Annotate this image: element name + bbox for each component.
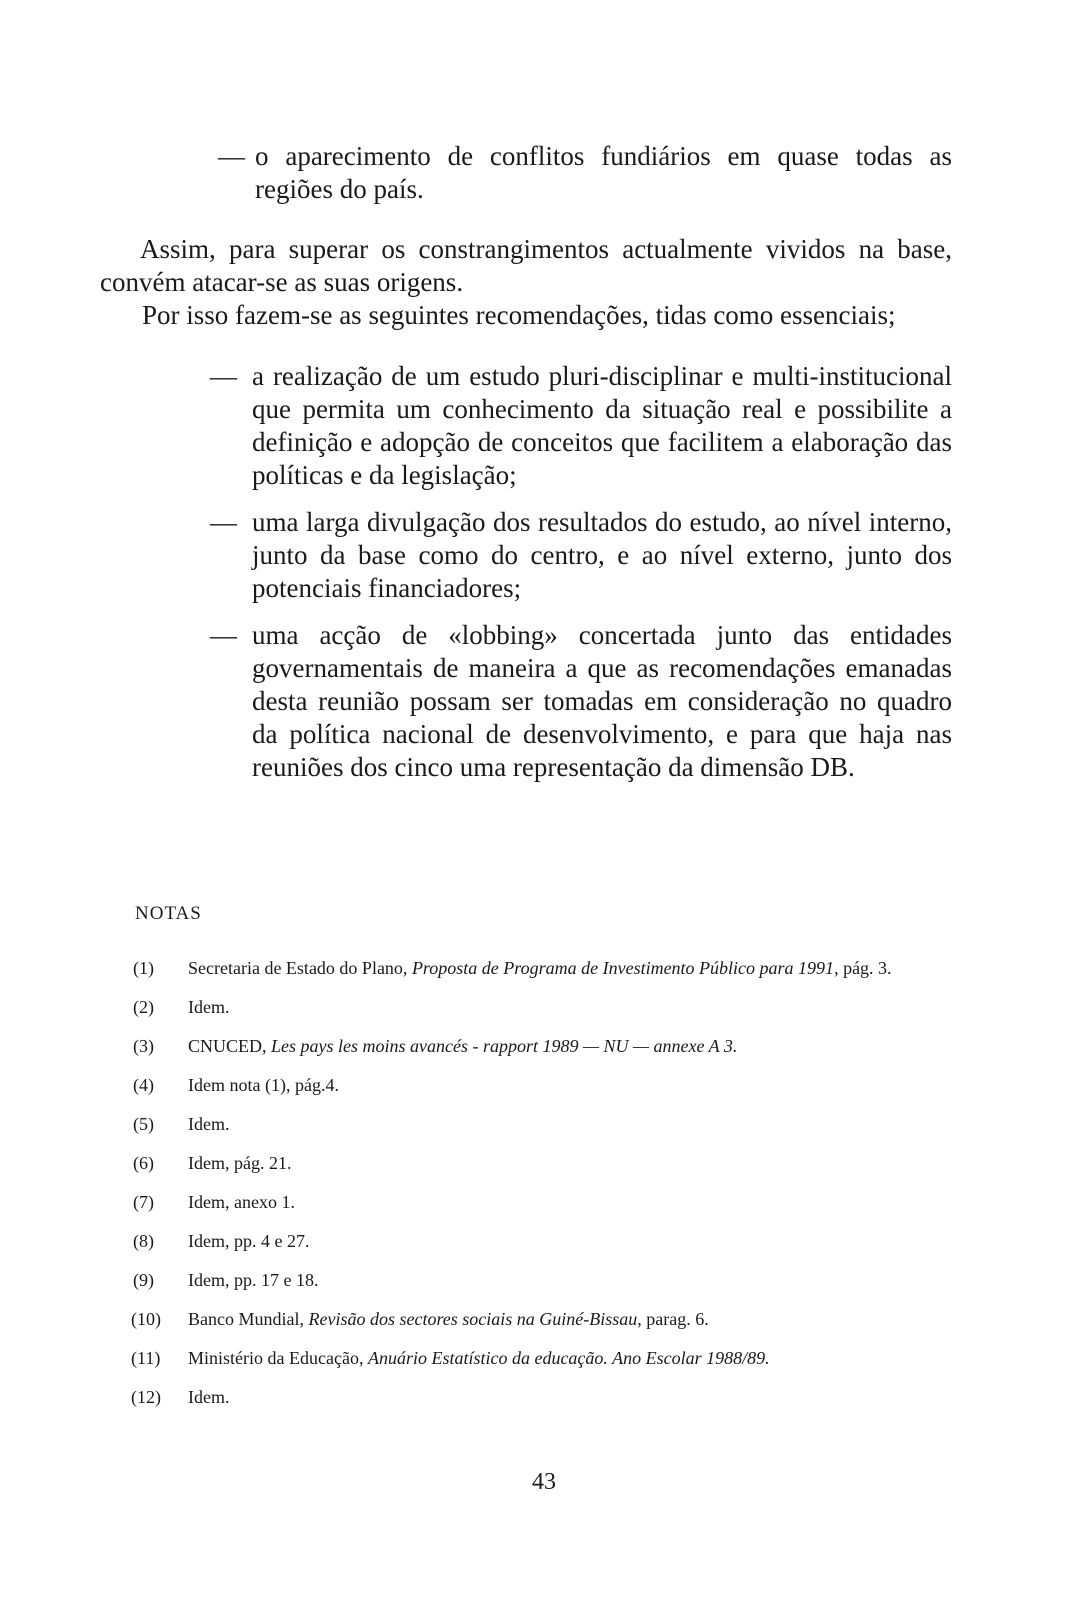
note-title: Les pays les moins avancés - rapport 1989 — NU — annexe A 3.	[271, 1036, 738, 1056]
recommendation-text: a realização de um estudo pluri-disciplinar e multi-institucional que permita um conhecimento da situação real e possibilite a definição e adopção de conceitos que facilitem a elaboração das políticas e da legislação;	[252, 361, 952, 490]
recommendations-list	[100, 360, 952, 784]
dash-mark: —	[210, 361, 237, 391]
note-item	[133, 1034, 953, 1058]
intro-bullet-text: o aparecimento de conflitos fundiários em quase todas as regiões do país.	[255, 141, 952, 204]
note-number: (4)	[133, 1075, 154, 1095]
note-suffix: , parag. 6.	[637, 1309, 709, 1329]
note-text: Idem.	[188, 997, 230, 1017]
note-item	[133, 1385, 953, 1409]
note-title: Revisão dos sectores sociais na Guiné-Bissau	[308, 1309, 638, 1329]
note-text: Secretaria de Estado do Plano,	[188, 958, 412, 978]
note-number: (7)	[133, 1192, 154, 1212]
note-number: (9)	[133, 1270, 154, 1290]
note-number: (3)	[133, 1036, 154, 1056]
main-text	[100, 140, 952, 798]
note-number: (5)	[133, 1114, 154, 1134]
recommendation-text: uma larga divulgação dos resultados do estudo, ao nível interno, junto da base como do centro, e ao nível externo, junto dos potenciais financiadores;	[252, 507, 952, 603]
note-item	[133, 995, 953, 1019]
note-number: (11)	[131, 1348, 161, 1368]
note-number: (10)	[131, 1309, 161, 1329]
note-number: (2)	[133, 997, 154, 1017]
recommendation-item	[100, 619, 952, 784]
recommendation-text: uma acção de «lobbing» concertada junto das entidades governamentais de maneira a que as recomendações emanadas desta reunião possam ser tomadas em consideração no quadro da política nacional de desenvolvimento, e para que haja nas reuniões dos cinco uma representação da dimensão DB.	[252, 620, 952, 782]
dash-mark: —	[218, 141, 245, 171]
notes-heading: NOTAS	[135, 903, 202, 924]
paragraph-2: Por isso fazem-se as seguintes recomendações, tidas como essenciais;	[142, 300, 896, 330]
note-text: Idem, pp. 4 e 27.	[188, 1231, 310, 1251]
note-text: CNUCED,	[188, 1036, 272, 1056]
note-item	[133, 1112, 953, 1136]
intro-bullet	[100, 140, 952, 206]
note-item	[133, 1229, 953, 1253]
note-number: (6)	[133, 1153, 154, 1173]
note-number: (1)	[133, 958, 154, 978]
note-text: Ministério da Educação,	[188, 1348, 368, 1368]
paragraph-1: Assim, para superar os constrangimentos actualmente vividos na base, convém atacar-se as suas origens.	[100, 234, 952, 297]
note-number: (12)	[131, 1387, 161, 1407]
recommendation-item	[100, 506, 952, 605]
note-suffix: , pág. 3.	[834, 958, 892, 978]
dash-mark: —	[210, 620, 237, 650]
note-item	[133, 1190, 953, 1214]
note-item	[133, 1268, 953, 1292]
note-title: Anuário Estatístico da educação. Ano Escolar 1988/89.	[367, 1348, 770, 1368]
note-text: Banco Mundial,	[188, 1309, 309, 1329]
page-number: 43	[532, 1469, 556, 1495]
note-title: Proposta de Programa de Investimento Público para 1991	[411, 958, 835, 978]
note-item	[133, 1151, 953, 1175]
note-item	[133, 956, 953, 980]
note-item	[133, 1307, 953, 1331]
note-item	[133, 1346, 953, 1370]
note-text: Idem.	[188, 1387, 230, 1407]
note-text: Idem.	[188, 1114, 230, 1134]
notes-list	[133, 956, 953, 1424]
recommendation-item	[100, 360, 952, 492]
note-item	[133, 1073, 953, 1097]
note-number: (8)	[133, 1231, 154, 1251]
note-text: Idem, pág. 21.	[188, 1153, 292, 1173]
note-text: Idem, anexo 1.	[188, 1192, 295, 1212]
dash-mark: —	[210, 507, 237, 537]
note-text: Idem nota (1), pág.4.	[188, 1075, 339, 1095]
note-text: Idem, pp. 17 e 18.	[188, 1270, 319, 1290]
